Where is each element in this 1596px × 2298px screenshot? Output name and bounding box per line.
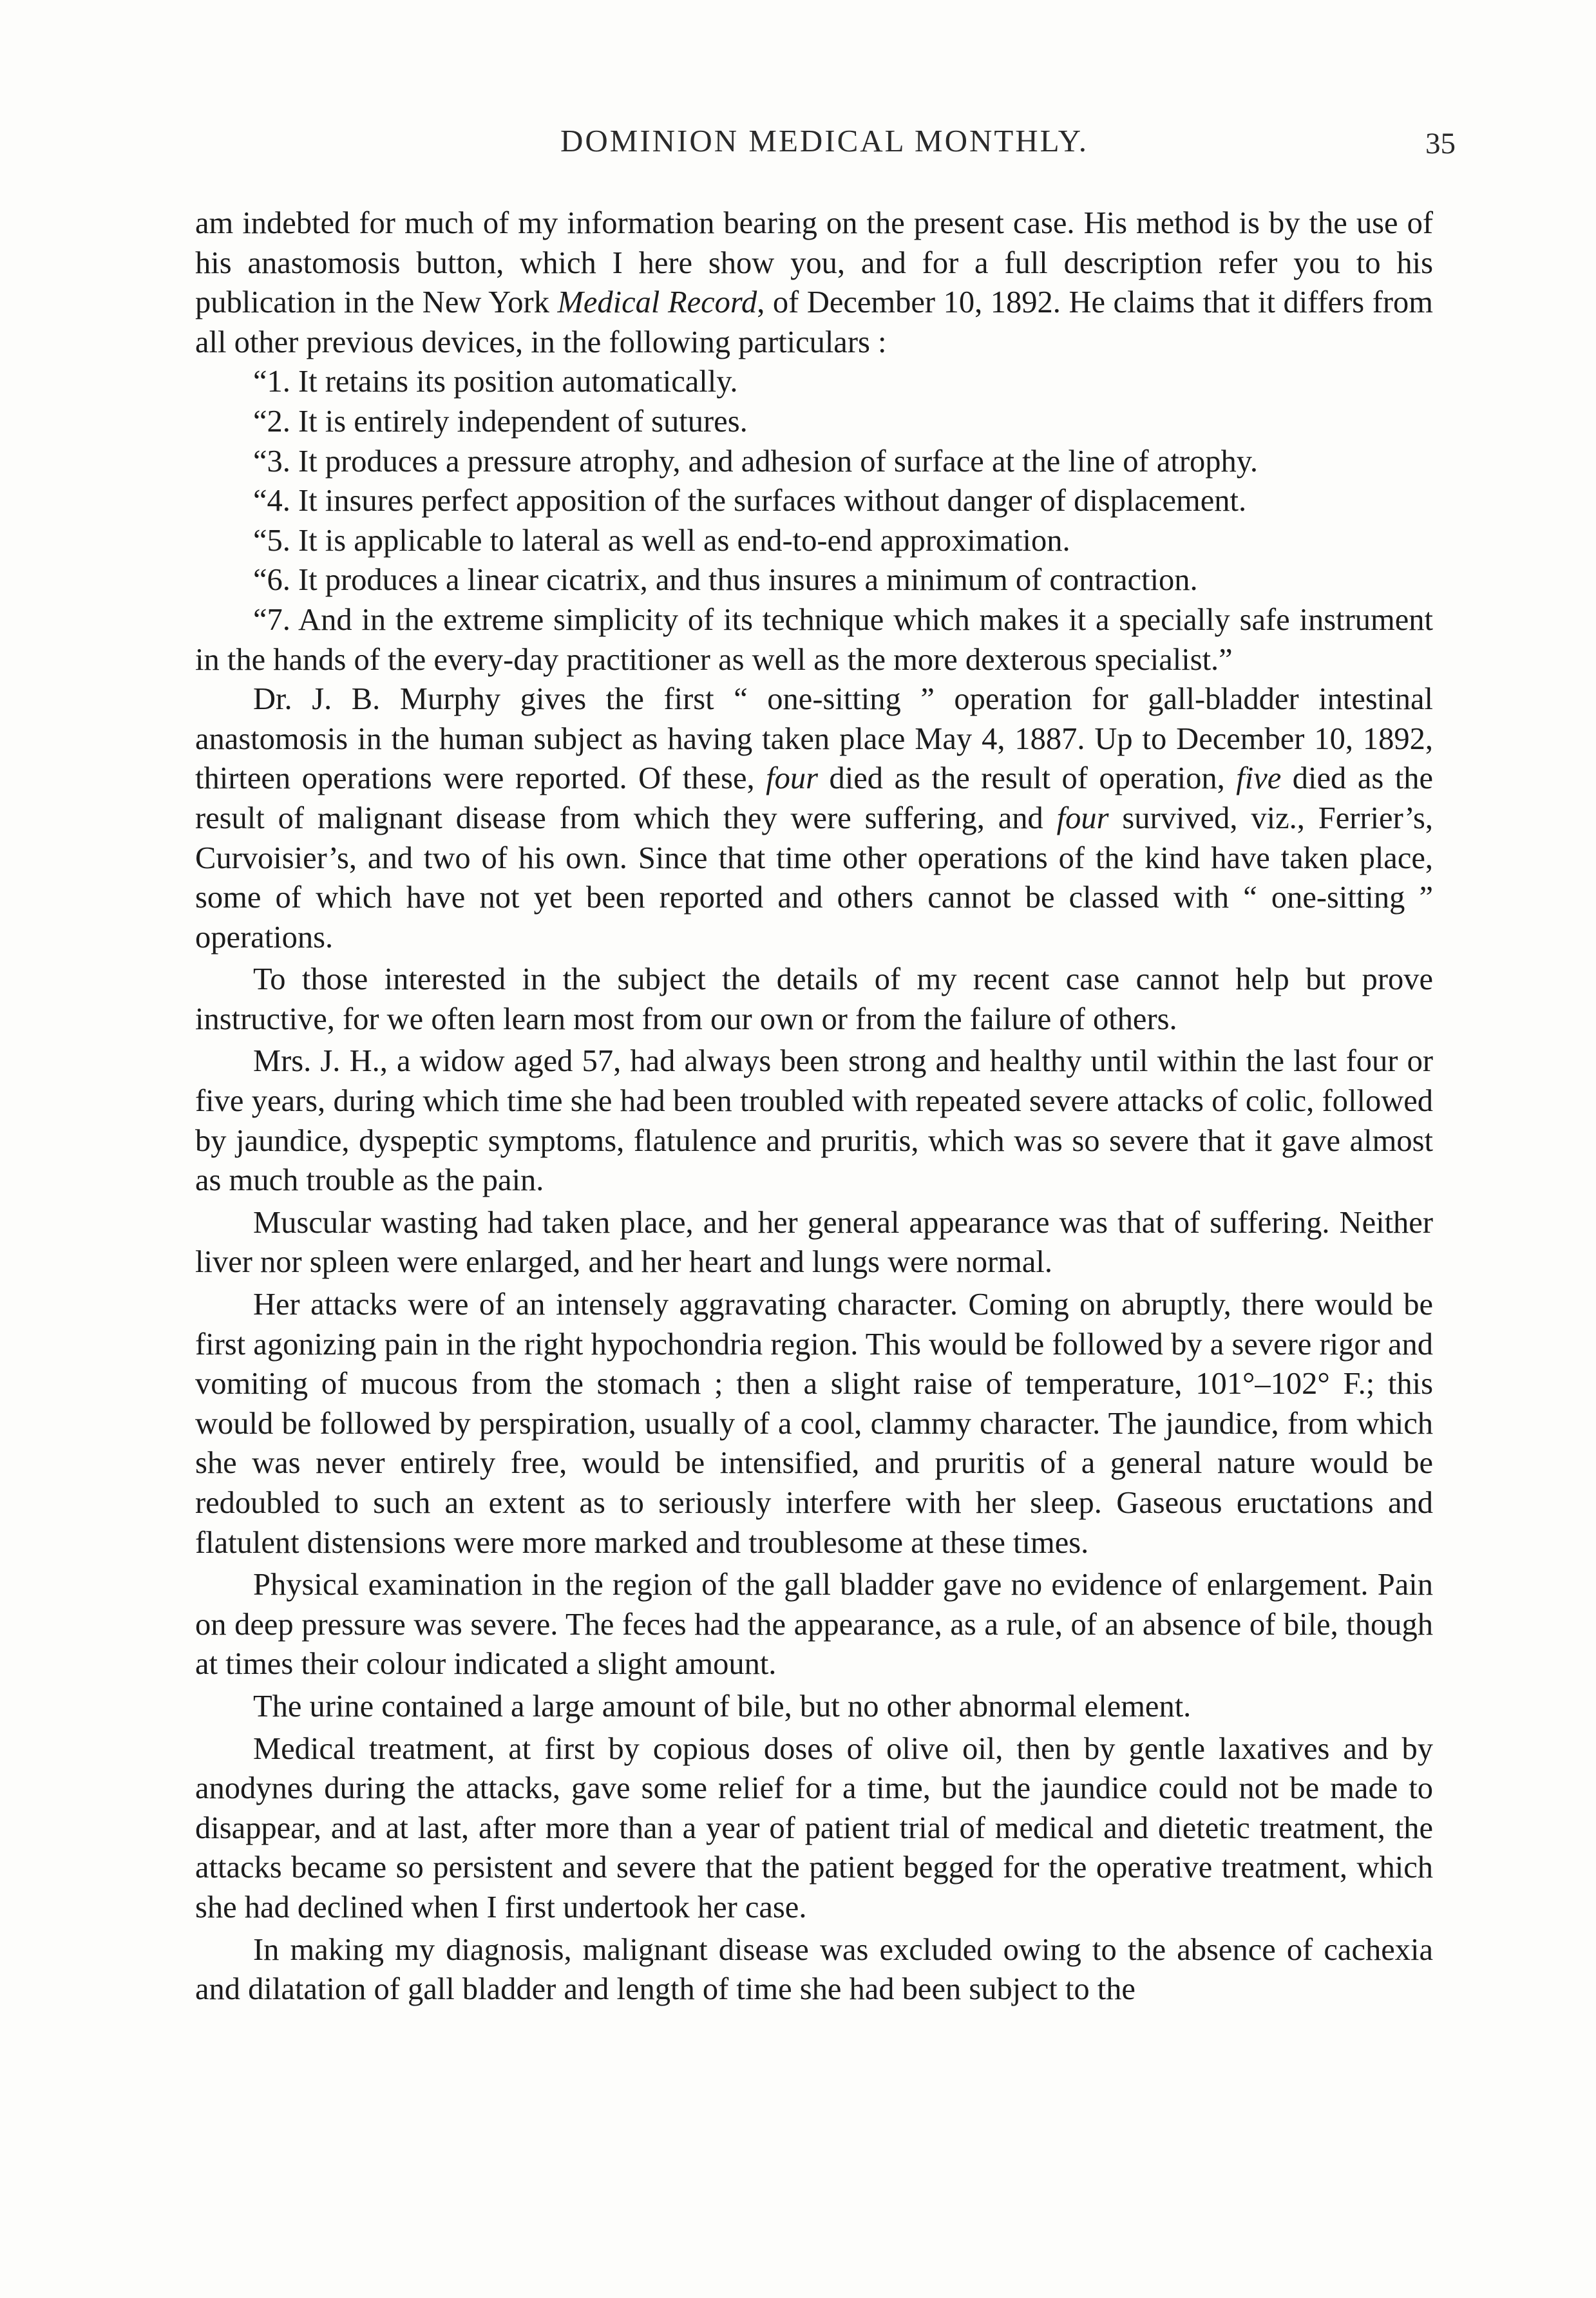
paragraph-medical-treatment: Medical treatment, at first by copious doses of olive oil, then by gentle laxatives and by anodynes during the attacks, gave some relief for a time, but the jaundice could not be made to disappear, and at last, after more than a year of patient trial of medical and dietetic treatment, the attacks became so persistent and severe that the patient begged for the operative treatment, which she had declined when I first undertook her case. — [195, 1731, 1433, 1924]
body-text — [195, 204, 1433, 2009]
page-header — [193, 122, 1456, 174]
list-item-4: “4. It insures perfect apposition of the surfaces without danger of displacement. — [253, 484, 1247, 518]
list-item-3: “3. It produces a pressure atrophy, and adhesion of surface at the line of atrophy. — [253, 444, 1258, 479]
paragraph-diagnosis: In making my diagnosis, malignant disease was excluded owing to the absence of cachexia and dilatation of gall bladder and length of time she had been subject to the — [195, 1932, 1433, 2007]
paragraph-physical-exam: Physical examination in the region of the gall bladder gave no evidence of enlargement. Pain on deep pressure was severe. The feces had the appearance, as a rule, of an absence of bile, though at times their colour indicated a slight amount. — [195, 1568, 1433, 1682]
paragraph-general-appearance: Muscular wasting had taken place, and her general appearance was that of suffering. Neither liver nor spleen were enlarged, and her heart and lungs were normal. — [195, 1205, 1433, 1280]
list-item-6: “6. It produces a linear cicatrix, and thus insures a minimum of contraction. — [253, 563, 1198, 598]
list-item-1: “1. It retains its position automatically. — [253, 365, 738, 399]
page-number: 35 — [1425, 127, 1456, 160]
murphy-text-a: Dr. J. B. Murphy gives the first “ one-sitting ” operation for gall-bladder intestinal anastomosis in the human subject as having taken place May 4, 1887. Up to December 10, 1892, thirteen operations were reported. Of these, — [195, 682, 1433, 796]
journal-title: Medical Record — [557, 285, 757, 320]
emphasis-four-survived: four — [1056, 801, 1109, 835]
murphy-text-b: died as the result of operation, — [818, 761, 1237, 796]
running-title: DOMINION MEDICAL MONTHLY. — [560, 123, 1089, 158]
paragraph-urine: The urine contained a large amount of bile, but no other abnormal element. — [253, 1689, 1192, 1724]
intro-text-b: , of December 10, 1892. He claims that it differs from all other previous devices, in the following particulars : — [195, 285, 1433, 359]
emphasis-five-died: five — [1236, 761, 1282, 796]
emphasis-four-died: four — [766, 761, 819, 796]
intro-text-a: am indebted for much of my information bearing on the present case. His method is by the use of his anastomosis button, which I here show you, and for a full description refer you to his publication in the New York — [195, 206, 1433, 320]
paragraph-attacks: Her attacks were of an intensely aggravating character. Coming on abruptly, there would be first agonizing pain in the right hypochondria region. This would be followed by a severe rigor and vomiting of mucous from the stomach ; then a slight raise of temperature, 101°–102° F.; this would be followed by perspiration, usually of a cool, clammy character. The jaundice, from which she was never entirely free, would be intensified, and pruritis of a general nature would be redoubled to such an extent as to seriously interfere with her sleep. Gaseous eructations and flatulent distensions were more marked and troublesome at these times. — [195, 1287, 1433, 1560]
murphy-text-d: survived, viz., Ferrier’s, Curvoisier’s, and two of his own. Since that time other operations of the kind have taken place, some of which have not yet been reported and others cannot be classed with “ one-sitting ” operations. — [195, 801, 1433, 954]
paragraph-instructive: To those interested in the subject the details of my recent case cannot help but prove instructive, for we often learn most from our own or from the failure of others. — [195, 962, 1433, 1036]
list-item-7: “7. And in the extreme simplicity of its technique which makes it a specially safe instrument in the hands of the every-day practitioner as well as the more dexterous specialist.” — [195, 602, 1433, 677]
intro-paragraph — [195, 204, 1433, 362]
murphy-text-c: died as the result of malignant disease from which they were suffering, and — [195, 761, 1433, 835]
murphy-paragraph — [195, 679, 1433, 957]
list-item-2: “2. It is entirely independent of sutures. — [253, 404, 748, 439]
paragraph-patient-history: Mrs. J. H., a widow aged 57, had always been strong and healthy until within the last four or five years, during which time she had been troubled with repeated severe attacks of colic, followed by jaundice, dyspeptic symptoms, flatulence and pruritis, which was so severe that it gave almost as much trouble as the pain. — [195, 1044, 1433, 1198]
list-item-5: “5. It is applicable to lateral as well as end-to-end approximation. — [253, 523, 1070, 558]
